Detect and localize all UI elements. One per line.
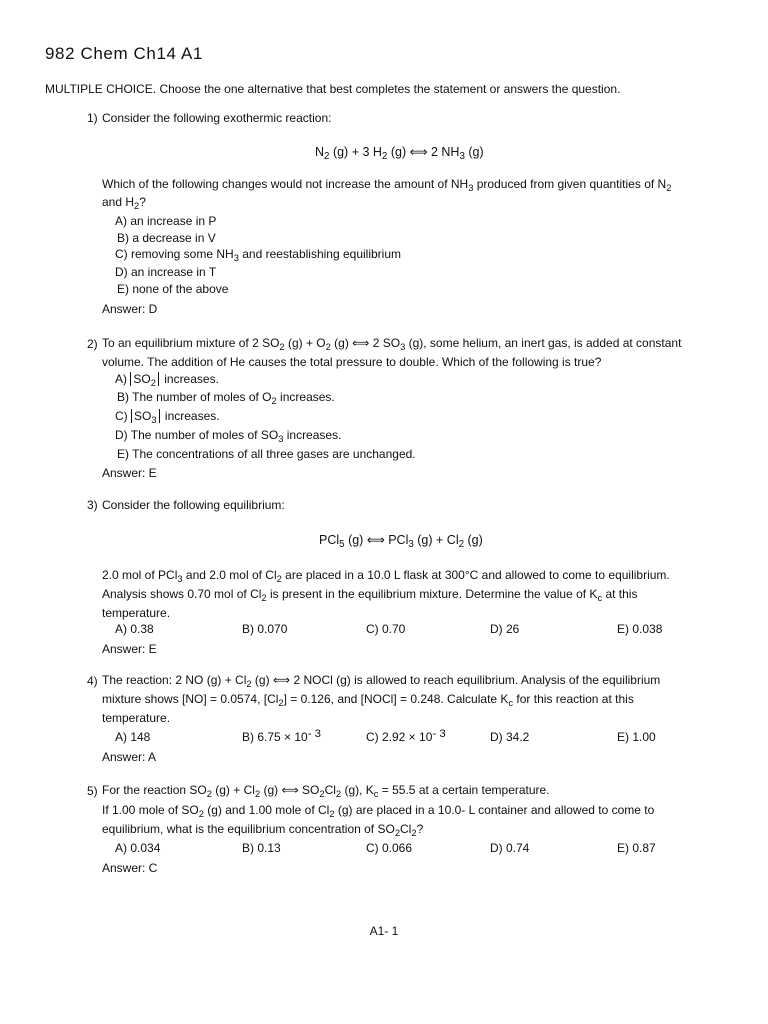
choice-d[interactable]: D) an increase in T bbox=[115, 265, 217, 279]
question-number: 1) bbox=[87, 111, 98, 125]
document-title: 982 Chem Ch14 A1 bbox=[45, 44, 203, 63]
question-text: To an equilibrium mixture of 2 $SO_2$ $(g) + O_2$ (g) ⟺ 2 $SO_3$ (g), some helium, an inert gas, is added at constant bbox=[102, 336, 682, 352]
question-text: For the reaction $SO_2$ $(g) + Cl_2$ (g) ⟺ $SO_2Cl_2$ (g), $K_c = 55.5$ at a certain temperature. bbox=[102, 783, 550, 799]
question-number: 5) bbox=[87, 784, 98, 798]
choice-a[interactable]: A) 0.034 bbox=[115, 841, 161, 855]
choice-e[interactable]: E) none of the above bbox=[117, 282, 229, 296]
question-text: The reaction: 2 NO $(g) + Cl_2$ (g) ⟺ 2 NOCl (g) is allowed to reach equilibrium. Analysis of the equilibrium bbox=[102, 673, 661, 689]
choice-c[interactable]: C) 0.066 bbox=[366, 841, 413, 855]
question-text: mixture shows [NO] = 0.0574, $[Cl_2] = 0.126$, and [NOCl] = 0.248. Calculate $K_c$ for this reaction at this bbox=[102, 692, 634, 708]
reaction-equation: $N_2$ (g) + 3 $H_2$ (g) ⟺ 2 $NH_3$ (g) bbox=[315, 145, 484, 162]
choice-b[interactable]: B) The number of moles of $O_2$ increases. bbox=[117, 390, 335, 406]
choice-d[interactable]: D) 34.2 bbox=[490, 730, 530, 744]
choice-e[interactable]: E) The concentrations of all three gases are unchanged. bbox=[117, 447, 416, 461]
concentration-bracket: $SO_2$ bbox=[130, 372, 159, 386]
question-text: Analysis shows 0.70 mol of $Cl_2$ is present in the equilibrium mixture. Determine the value of $K_c$ at this bbox=[102, 587, 638, 603]
question-text: 2.0 mol of PCl$_3$ and 2.0 mol of $Cl_2$ are placed in a 10.0 L flask at 300°C and allowed to come to equilibrium. bbox=[102, 568, 670, 584]
choice-d[interactable]: D) The number of moles of $SO_3$ increases. bbox=[115, 428, 342, 444]
answer-key: Answer: A bbox=[102, 750, 157, 764]
choice-c[interactable]: C) $2.92 \times 10^{- 3}$ bbox=[366, 728, 446, 744]
question-stem: Consider the following exothermic reaction: bbox=[102, 111, 332, 125]
choice-b[interactable]: B) $6.75 \times 10^{- 3}$ bbox=[242, 728, 322, 744]
choice-e[interactable]: E) 0.038 bbox=[617, 622, 663, 636]
choice-a[interactable]: A) $SO_2$ increases. bbox=[115, 372, 219, 388]
choice-c[interactable]: C) $SO_3$ increases. bbox=[115, 409, 220, 425]
choice-b[interactable]: B) a decrease in V bbox=[117, 231, 216, 245]
question-text: temperature. bbox=[102, 606, 171, 620]
question-number: 4) bbox=[87, 674, 98, 688]
question-stem: Consider the following equilibrium: bbox=[102, 498, 285, 512]
answer-key: Answer: E bbox=[102, 642, 157, 656]
concentration-bracket: $SO_3$ bbox=[131, 409, 160, 423]
choice-d[interactable]: D) 0.74 bbox=[490, 841, 530, 855]
answer-key: Answer: D bbox=[102, 302, 158, 316]
question-text: equilibrium, what is the equilibrium concentration of $SO_2Cl_2$? bbox=[102, 822, 424, 838]
question-number: 3) bbox=[87, 498, 98, 512]
choice-e[interactable]: E) 0.87 bbox=[617, 841, 656, 855]
answer-key: Answer: C bbox=[102, 861, 158, 875]
question-number: 2) bbox=[87, 337, 98, 351]
choice-a[interactable]: A) 148 bbox=[115, 730, 151, 744]
question-text: If 1.00 mole of $SO_2$ (g) and 1.00 mole of $Cl_2$ (g) are placed in a 10.0- L container and allowed to come to bbox=[102, 803, 655, 819]
question-text: and $H_2$? bbox=[102, 195, 146, 211]
choice-c[interactable]: C) removing some $NH_3$ and reestablishing equilibrium bbox=[115, 247, 401, 263]
choice-b[interactable]: B) 0.070 bbox=[242, 622, 288, 636]
choice-b[interactable]: B) 0.13 bbox=[242, 841, 281, 855]
question-text: temperature. bbox=[102, 711, 171, 725]
question-text: Which of the following changes would not increase the amount of $NH_3$ produced from given quantities of $N_2$ bbox=[102, 177, 672, 193]
choice-a[interactable]: A) an increase in P bbox=[115, 214, 217, 228]
reaction-equation: PCl$_5$ (g) ⟺ PCl$_3$ $(g) + Cl_2$ (g) bbox=[319, 533, 483, 550]
choice-a[interactable]: A) 0.38 bbox=[115, 622, 154, 636]
choice-c[interactable]: C) 0.70 bbox=[366, 622, 406, 636]
question-text: volume. The addition of He causes the total pressure to double. Which of the following is true? bbox=[102, 355, 602, 369]
choice-e[interactable]: E) 1.00 bbox=[617, 730, 656, 744]
instructions: MULTIPLE CHOICE. Choose the one alternative that best completes the statement or answers the question. bbox=[45, 82, 621, 96]
page-number: A1- 1 bbox=[369, 924, 399, 938]
choice-d[interactable]: D) 26 bbox=[490, 622, 520, 636]
answer-key: Answer: E bbox=[102, 466, 157, 480]
